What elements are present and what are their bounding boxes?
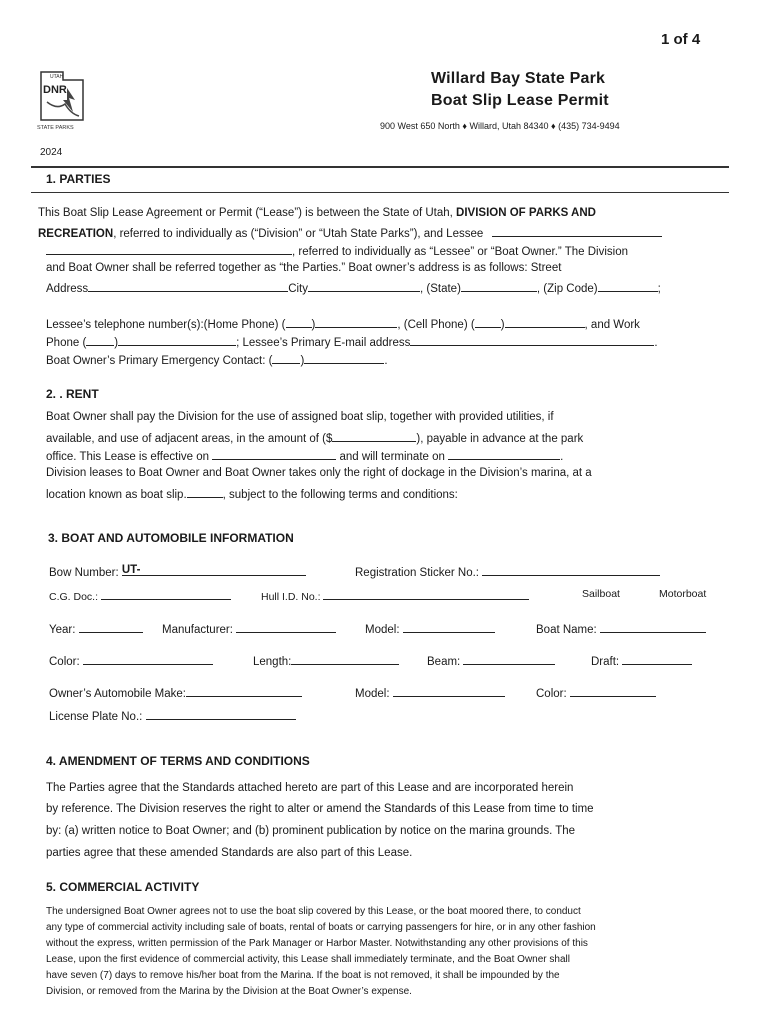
amendment-line-1: The Parties agree that the Standards attached hereto are part of this Lease and are incorporated herein [46, 782, 574, 794]
sailboat-option[interactable]: Sailboat [582, 588, 620, 600]
beam-row: Beam: [427, 653, 555, 668]
title-line-1: Willard Bay State Park [431, 70, 606, 87]
title-line-2: Boat Slip Lease Permit [431, 92, 609, 109]
color-row: Color: [49, 653, 213, 668]
bow-number-prefix: UT- [121, 564, 141, 576]
license-plate-field[interactable] [146, 708, 296, 720]
auto-model-field[interactable] [393, 685, 505, 697]
boat-color-field[interactable] [83, 653, 213, 665]
section-1-divider [31, 192, 729, 193]
parties-line-5: Address City , (State) , (Zip Code) ; [46, 280, 661, 295]
boat-draft-field[interactable] [622, 653, 692, 665]
home-area-code-field[interactable] [286, 316, 312, 328]
model-row: Model: [365, 621, 495, 636]
document-title [431, 68, 609, 112]
work-phone-field[interactable] [118, 334, 236, 346]
section-2-heading: 2. . RENT [46, 387, 99, 401]
bow-number-row: Bow Number: UT- [49, 564, 306, 579]
parties-line-4: and Boat Owner shall be referred together as “the Parties.” Boat owner’s address is as follows: Street [46, 262, 562, 274]
lessee-name-field[interactable] [492, 225, 662, 237]
section-3-heading: 3. BOAT AND AUTOMOBILE INFORMATION [48, 531, 294, 545]
amendment-line-4: parties agree that these amended Standards are also part of this Lease. [46, 847, 413, 859]
phone-line-1: Lessee’s telephone number(s):(Home Phone) ( ) , (Cell Phone) ( ) , and Work [46, 316, 640, 331]
commercial-line-6: Division, or removed from the Marina by the Division at the Boat Owner’s expense. [46, 986, 412, 997]
boat-length-field[interactable] [291, 653, 399, 665]
rent-line-2: available, and use of adjacent areas, in the amount of ($ ), payable in advance at the park [46, 430, 583, 445]
registration-sticker-field[interactable] [482, 564, 660, 576]
boat-year-field[interactable] [79, 621, 143, 633]
rent-line-3: office. This Lease is effective on and will terminate on . [46, 448, 563, 463]
commercial-line-2: any type of commercial activity including sale of boats, rental of boats or carrying passengers for hire, or in any other fashion [46, 922, 596, 933]
rent-line-1: Boat Owner shall pay the Division for the use of assigned boat slip, together with provided utilities, if [46, 411, 554, 423]
auto-color-field[interactable] [570, 685, 656, 697]
work-area-code-field[interactable] [86, 334, 114, 346]
logo-text-bottom: STATE PARKS [37, 125, 74, 131]
rent-amount-field[interactable] [332, 430, 416, 442]
phone-line-2: Phone ( ) ; Lessee’s Primary E-mail address . [46, 334, 658, 349]
year-row: Year: [49, 621, 143, 636]
parties-line-3: , referred to individually as “Lessee” or “Boat Owner.” The Division [46, 243, 628, 258]
email-field[interactable] [410, 334, 654, 346]
commercial-activity-paragraph [46, 904, 596, 1000]
emergency-contact-line: Boat Owner’s Primary Emergency Contact: ( ) . [46, 352, 388, 367]
zip-code-field[interactable] [598, 280, 658, 292]
boat-name-row: Boat Name: [536, 621, 706, 636]
rent-line-4: Division leases to Boat Owner and Boat Owner takes only the right of dockage in the Division’s marina, at a [46, 467, 592, 479]
section-5-heading: 5. COMMERCIAL ACTIVITY [46, 880, 200, 894]
document-year: 2024 [40, 147, 63, 158]
hull-id-field[interactable] [323, 588, 529, 600]
boat-slip-number-field[interactable] [187, 486, 223, 498]
boat-model-field[interactable] [403, 621, 495, 633]
auto-make-row: Owner’s Automobile Make: [49, 685, 302, 700]
cg-doc-field[interactable] [101, 588, 231, 600]
cell-phone-field[interactable] [505, 316, 585, 328]
commercial-line-1: The undersigned Boat Owner agrees not to use the boat slip covered by this Lease, or the boat moored there, to conduct [46, 906, 581, 917]
manufacturer-field[interactable] [236, 621, 336, 633]
boat-name-field[interactable] [600, 621, 706, 633]
auto-make-field[interactable] [186, 685, 302, 697]
bow-number-field[interactable] [122, 564, 306, 576]
lessee-name-field-cont[interactable] [46, 243, 292, 255]
auto-color-row: Color: [536, 685, 656, 700]
street-address-field[interactable] [88, 280, 288, 292]
license-plate-row: License Plate No.: [49, 708, 296, 723]
amendment-line-2: by reference. The Division reserves the right to alter or amend the Standards of this Lease from time to time [46, 803, 594, 815]
commercial-line-4: Lease, upon the first evidence of commercial activity, this Lease shall immediately terminate, and the Boat Owner shall [46, 954, 570, 965]
cell-area-code-field[interactable] [475, 316, 501, 328]
city-field[interactable] [308, 280, 420, 292]
amendment-line-3: by: (a) written notice to Boat Owner; and (b) prominent publication by notice on the marina grounds. The [46, 825, 576, 837]
parties-line-1: This Boat Slip Lease Agreement or Permit (“Lease”) is between the State of Utah, DIVISION OF PARKS AND [38, 207, 596, 219]
length-row: Length: [253, 653, 399, 668]
effective-date-field[interactable] [212, 448, 336, 460]
motorboat-option[interactable]: Motorboat [659, 588, 707, 600]
manufacturer-row: Manufacturer: [162, 621, 336, 636]
emergency-phone-field[interactable] [304, 352, 384, 364]
section-4-heading: 4. AMENDMENT OF TERMS AND CONDITIONS [46, 754, 310, 768]
termination-date-field[interactable] [448, 448, 560, 460]
page-indicator: 1 of 4 [661, 31, 701, 48]
section-1-heading: 1. PARTIES [46, 172, 111, 186]
cg-doc-row: C.G. Doc.: [49, 588, 231, 603]
state-field[interactable] [461, 280, 537, 292]
logo-text-top: UTAH [50, 74, 64, 80]
logo-text-mid: DNR [43, 84, 67, 96]
draft-row: Draft: [591, 653, 692, 668]
home-phone-field[interactable] [315, 316, 397, 328]
commercial-line-3: without the express, written permission of the Park Manager or Harbor Master. Notwithstanding any other provisions of this [46, 938, 588, 949]
commercial-line-5: have seven (7) days to remove his/her boat from the Marina. If the boat is not removed, it shall be impounded by the [46, 970, 560, 981]
emergency-area-code-field[interactable] [272, 352, 300, 364]
header-divider [31, 166, 729, 168]
rent-line-5: location known as boat slip. , subject to the following terms and conditions: [46, 486, 458, 501]
utah-dnr-logo [37, 70, 87, 132]
hull-id-row: Hull I.D. No.: [261, 588, 529, 603]
auto-model-row: Model: [355, 685, 505, 700]
parties-line-2: RECREATION, referred to individually as (“Division” or “Utah State Parks”), and Lessee [38, 225, 662, 240]
registration-row: Registration Sticker No.: [355, 564, 660, 579]
park-address: 900 West 650 North ♦ Willard, Utah 84340 ♦ (435) 734-9494 [380, 121, 620, 131]
boat-beam-field[interactable] [463, 653, 555, 665]
